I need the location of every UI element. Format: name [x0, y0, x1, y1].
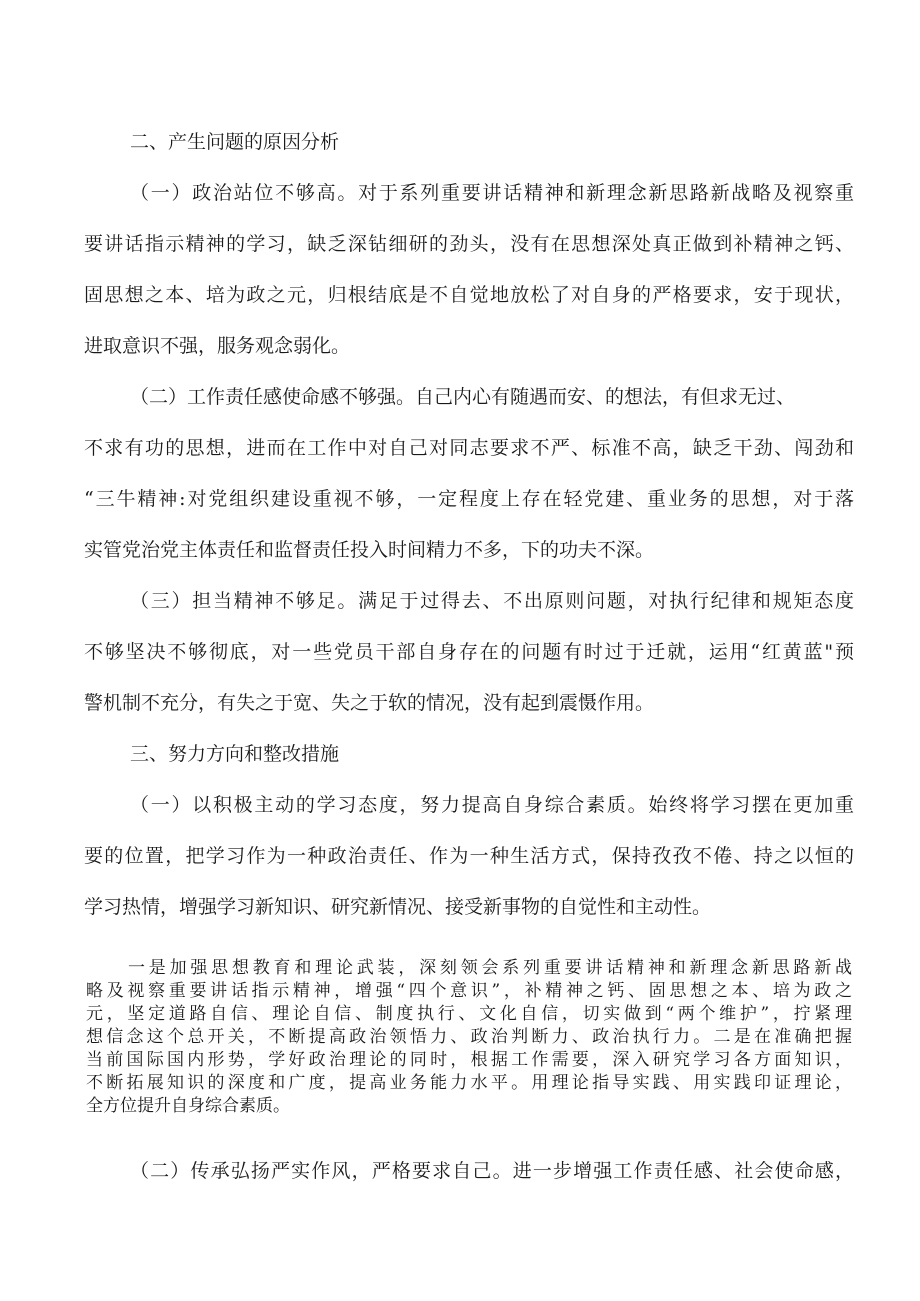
paragraph-line: （二）工作责任感使命感不够强。自己内心有随遇而安、的想法，有但求无过、 [130, 386, 796, 408]
paragraph-line: 学习热情，增强学习新知识、研究新情况、接受新事物的自觉性和主动性。 [84, 896, 712, 918]
paragraph-line: 不求有功的思想，进而在工作中对自己对同志要求不严、标准不高，缺乏干劲、闯劲和 [84, 437, 854, 459]
paragraph-line: 进取意识不强，服务观念弱化。 [84, 335, 351, 357]
paragraph-line: （二）传承弘扬严实作风，严格要求自己。进一步增强工作责任感、社会使命感， [130, 1160, 854, 1182]
paragraph-line: 当前国际国内形势，学好政治理论的同时，根据工作需要，深入研究学习各方面知识， [86, 1050, 852, 1070]
paragraph-line: 要讲话指示精神的学习，缺乏深钻细研的劲头，没有在思想深处真正做到补精神之钙、 [84, 233, 854, 255]
paragraph-line: 要的位置，把学习作为一种政治责任、作为一种生活方式，保持孜孜不倦、持之以恒的 [84, 845, 854, 867]
paragraph-line: （三）担当精神不够足。满足于过得去、不出原则问题，对执行纪律和规矩态度 [130, 590, 854, 612]
section-heading-causes: 二、产生问题的原因分析 [130, 131, 340, 153]
paragraph-line: “三牛精神:对党组织建设重视不够，一定程度上存在轻党建、重业务的思想，对于落 [84, 488, 854, 510]
paragraph-line: 全方位提升自身综合素质。 [86, 1096, 290, 1116]
paragraph-line: 实管党治党主体责任和监督责任投入时间精力不多，下的功夫不深。 [84, 539, 655, 561]
paragraph-line: 警机制不充分，有失之于宽、失之于软的情况，没有起到震慑作用。 [84, 692, 655, 714]
paragraph-line: 不够坚决不够彻底，对一些党员干部自身存在的问题有时过于迁就，运用“红黄蓝"预 [84, 641, 854, 663]
paragraph-line: 固思想之本、培为政之元，归根结底是不自觉地放松了对自身的严格要求，安于现状， [84, 284, 854, 306]
paragraph-line: （一）以积极主动的学习态度，努力提高自身综合素质。始终将学习摆在更加重 [130, 794, 854, 816]
paragraph-line: 一是加强思想教育和理论武装，深刻领会系列重要讲话精神和新理念新思路新战 [128, 958, 852, 978]
paragraph-line: 不断拓展知识的深度和广度，提高业务能力水平。用理论指导实践、用实践印证理论， [86, 1073, 852, 1093]
paragraph-line: 略及视察重要讲话指示精神，增强“四个意识”，补精神之钙、固思想之本、培为政之 [86, 981, 852, 1001]
section-heading-measures: 三、努力方向和整改措施 [130, 743, 340, 765]
paragraph-line: 想信念这个总开关，不断提高政治领悟力、政治判断力、政治执行力。二是在准确把握 [86, 1027, 852, 1047]
paragraph-line: （一）政治站位不够高。对于系列重要讲话精神和新理念新思路新战略及视察重 [130, 182, 854, 204]
paragraph-line: 元，坚定道路自信、理论自信、制度执行、文化自信，切实做到“两个维护”，拧紧理 [86, 1004, 852, 1024]
